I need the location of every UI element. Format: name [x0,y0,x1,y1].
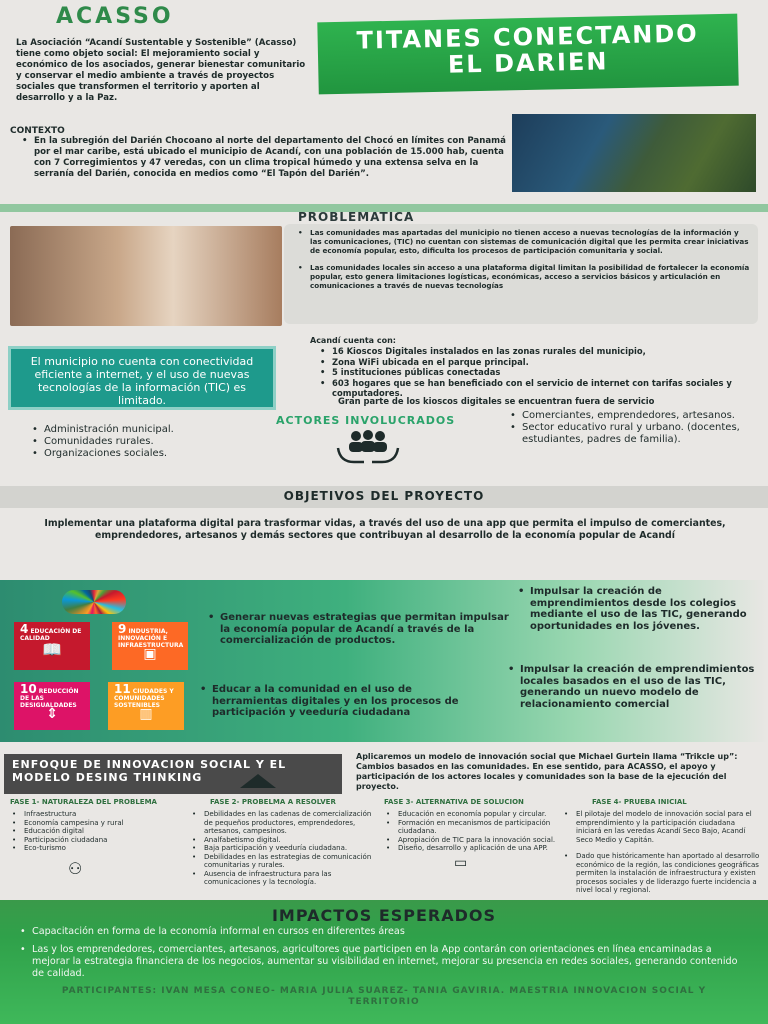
actor-item: • Organizaciones sociales. [30,448,174,460]
problematica-item-1: • Las comunidades mas apartadas del municipio no tienen acceso a nuevas tecnologías de la información y las comunicaciones, (TIC) no cuentan con sistemas de comunicación digital que les permita crear iniciativas de economía popular, esto, dificulta los procesos de participación comunitaria y social. [296,228,750,255]
enfoque-text: Aplicaremos un modelo de innovación social que Michael Gurtein llama “Trikcle up”: Cambios basados en las comunidades. En ese sentido, para ACASSO, el apoyo y participación de los actores locales y comunidades son la base de la ejecución del proyecto. [356,752,738,791]
actores-left-list [30,424,174,460]
acandi-item-2: • Zona WiFi ubicada en el parque principal. [318,357,758,368]
fase-item: • Baja participación y veeduría ciudadana. [190,844,380,853]
connectivity-box: El municipio no cuenta con conectividad eficiente a internet, y el uso de nuevas tecnologías de la información (TIC) es limitado. [8,346,276,410]
problematica-panel [284,224,758,324]
objetivo-item: • Impulsar la creación de emprendimientos locales basados en el uso de las TIC, generando un nuevo modelo de relacionamiento comercial [506,664,764,710]
fase-item: • Infraestructura [10,810,192,819]
objetivo-item: • Impulsar la creación de emprendimientos desde los colegios mediante el uso de las TIC, generando oportunidades en los jóvenes. [516,586,764,632]
impacto-item: • Capacitación en forma de la economía informal en cursos en diferentes áreas [18,926,748,938]
contexto-heading: CONTEXTO [10,126,65,136]
participantes: PARTICIPANTES: IVAN MESA CONEO- MARIA JULIA SUAREZ- TANIA GAVIRIA. MAESTRIA INNOVACION SOCIAL Y TERRITORIO [61,986,707,1007]
fase-title: FASE 3- ALTERNATIVA DE SOLUCION [384,798,524,806]
book-icon: 📖 [42,640,62,659]
fase-list [562,810,762,895]
fase-item: • Eco-turismo [10,844,192,853]
objetivos-especificos-left [206,612,514,647]
acandi-tail: Gran parte de los kioscos digitales se encuentran fuera de servicio [338,396,655,406]
fase-item: • Educación digital [10,827,192,836]
people-group-icon [334,428,402,466]
title-line-1: TITANES CONECTANDO [356,19,699,55]
sdg-label: EDUCACIÓN DE CALIDAD [20,628,82,642]
objetivo-item: • Generar nuevas estrategias que permitan impulsar la economía popular de Acandí a través de la comercialización de productos. [206,612,514,647]
equality-icon: ⇕ [46,706,58,722]
fase-2 [190,798,380,887]
community-meeting-photo [10,226,282,326]
sdg-11-tile [108,682,184,730]
fase-item: • Ausencia de infraestructura para las comunicaciones y la tecnología. [190,870,380,887]
fase-item: • El pilotaje del modelo de innovación social para el emprendimiento y la participación ciudadana iniciará en las veredas Acandí Seco Bajo, Acandí Seco Medio y Capitán. [562,810,762,844]
impactos-heading: IMPACTOS ESPERADOS [271,906,497,925]
fase-item: • Debilidades en las estrategias de comunicación comunitarias y rurales. [190,853,380,870]
contexto-list [20,136,508,180]
cubes-icon: ▣ [143,646,157,662]
problematica-heading: PROBLEMATICA [298,210,415,224]
sdg-number: 11 [114,682,131,696]
title-line-2: EL DARIEN [447,47,609,79]
triangle-icon [240,774,276,788]
logo-text: ACASSO [56,4,174,29]
fase-1 [10,798,192,878]
fase-item: • Analfabetismo digital. [190,836,380,845]
acandi-item-1: • 16 Kioscos Digitales instalados en las zonas rurales del municipio, [318,346,758,357]
city-icon: ▥ [139,706,153,722]
sdg-label: INDUSTRIA, INNOVACIÓN E INFRAESTRUCTURA [118,628,184,649]
fase-list [10,810,192,853]
objetivos-especificos-right [516,586,764,632]
sdg-wheel-logo [62,590,126,614]
objetivo-item: • Educar a la comunidad en el uso de herramientas digitales y en los procesos de participación y veeduría ciudadana [198,684,488,719]
acandi-list [318,346,758,399]
problematica-item-2: • Las comunidades locales sin acceso a una plataforma digital limitan la posibilidad de fortalecer la economía popular, esto genera limitaciones logísticas, económicas, acceso a servicios básicos y articulación en comunicaciones a través de nuevas tecnologías [296,263,750,290]
acandi-item-3: • 5 instituciones públicas conectadas [318,367,758,378]
acandi-item-4: • 603 hogares que se han beneficiado con el servicio de internet con tarifas sociales y computadores. [318,378,758,399]
impactos-list [18,926,748,980]
app-icon: ▭ [454,854,468,871]
fase-list [190,810,380,887]
fase-list [384,810,560,853]
actor-item: • Comunidades rurales. [30,436,174,448]
region-map-image [512,114,756,192]
objetivos-text: Implementar una plataforma digital para trasformar vidas, a través del uso de una app que permita el impulso de comerciantes, emprendedores, artesanos y demás sectores que contribuyan al desarrollo de la economía popular de Acandí [44,518,726,541]
objetivos-especificos-right-2 [506,664,764,710]
title-banner [317,14,738,95]
objetivos-heading: OBJETIVOS DEL PROYECTO [283,489,485,503]
sdg-label: CIUDADES Y COMUNIDADES SOSTENIBLES [114,688,174,709]
fase-item: • Formación en mecanismos de participación ciudadana. [384,819,560,836]
objetivos-especificos-left-2 [198,684,488,719]
contexto-item: • En la subregión del Darién Chocoano al norte del departamento del Chocó en límites con Panamá por el mar caribe, está ubicado el municipio de Acandí, con una población de 15.000 hab, cuenta con 7 Corregimientos y 47 veredas, con un clima tropical húmedo y una extensa selva en la serranía del Darién, conocida en medios como “El Tapón del Darién”. [20,136,508,180]
enfoque-heading: ENFOQUE DE INNOVACION SOCIAL Y EL MODELO DESING THINKING [4,754,342,794]
fase-title: FASE 1- NATURALEZA DEL PROBLEMA [10,798,157,806]
fase-4 [562,798,762,895]
fase-title: FASE 4- PRUEBA INICIAL [592,798,687,806]
network-icon: ⚇ [68,858,83,878]
sdg-label: REDUCCIÓN DE LAS DESIGUALDADES [20,688,79,709]
sdg-9-tile [112,622,188,670]
fase-item: • Participación ciudadana [10,836,192,845]
fase-item: • Apropiación de TIC para la innovación social. [384,836,560,845]
fase-item: • Debilidades en las cadenas de comercialización de pequeños productores, emprendedores, artesanos, campesinos. [190,810,380,836]
impacto-item: • Las y los emprendedores, comerciantes, artesanos, agricultores que participen en la App contarán con orientaciones en línea encaminadas a mejorar la estrategia financiera de los negocios, aumentar su visibilidad en internet, mejorar su presencia en redes sociales, generando contenido de calidad. [18,944,748,980]
actor-item: • Administración municipal. [30,424,174,436]
sdg-4-tile [14,622,90,670]
actor-item: • Comerciantes, emprendedores, artesanos. [508,410,762,422]
fase-item: • Educación en economía popular y circular. [384,810,560,819]
fase-item: • Economía campesina y rural [10,819,192,828]
actores-right-list [508,410,762,446]
sdg-number: 4 [20,622,29,636]
fase-3 [384,798,560,871]
intro-text: La Asociación “Acandí Sustentable y Sostenible” (Acasso) tiene como objeto social: El mejoramiento social y económico de los asociados, generar bienestar comunitario y conservar el medio ambiente a través de proyectos sociales que transformen el territorio y aporten al desarrollo y a la Paz. [16,38,306,103]
sdg-10-tile [14,682,90,730]
fase-title: FASE 2- PROBELMA A RESOLVER [210,798,336,806]
fase-item: • Dado que históricamente han aportado al desarrollo económico de la región, las condiciones geográficas permiten la instalación de infraestructura y existen procesos sociales y de liderazgo fuerte incidencia a nivel local y regional. [562,852,762,895]
sdg-number: 10 [20,682,37,696]
acandi-lead: Acandí cuenta con: [310,336,396,345]
actor-item: • Sector educativo rural y urbano. (docentes, estudiantes, padres de familia). [508,422,762,446]
fase-item: • Diseño, desarrollo y aplicación de una APP. [384,844,560,853]
actores-heading: ACTORES INVOLUCRADOS [276,414,456,427]
sdg-number: 9 [118,622,127,636]
